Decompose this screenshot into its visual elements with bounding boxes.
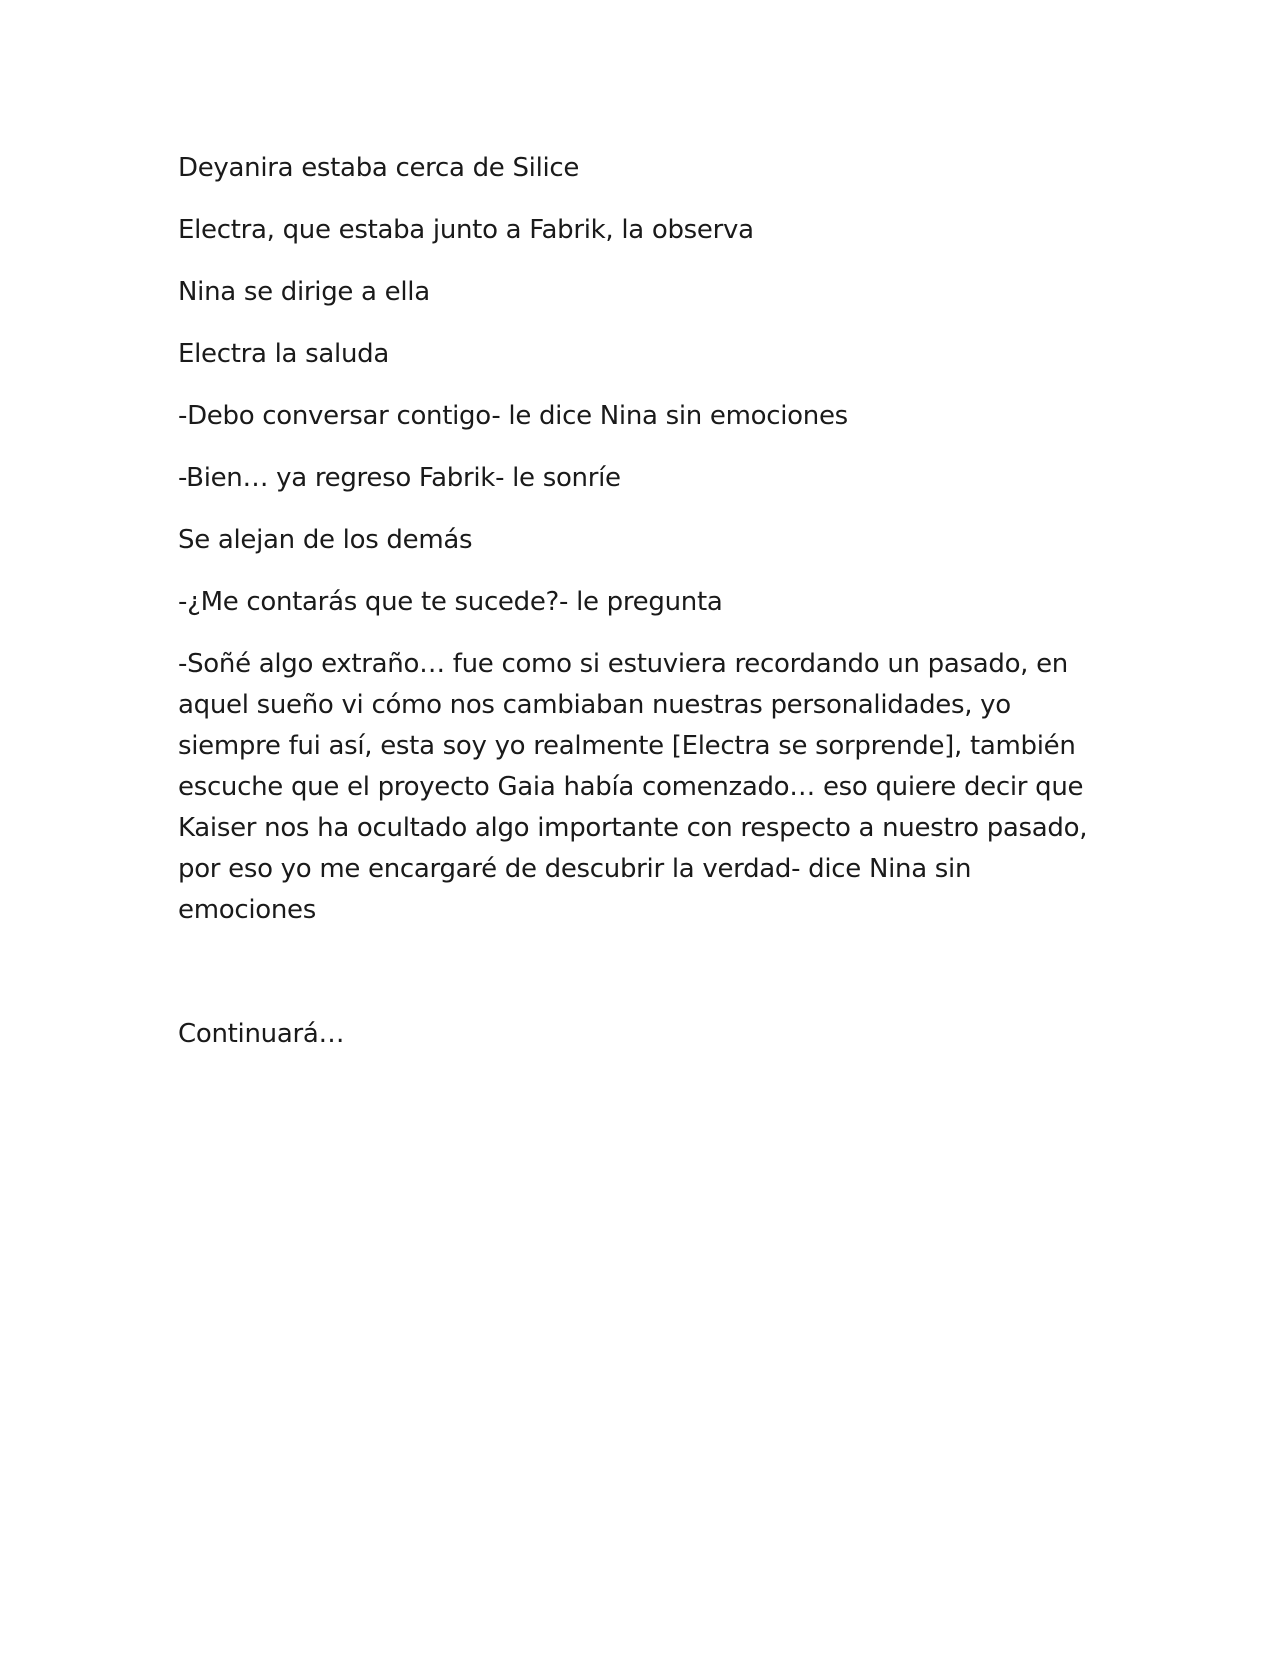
paragraph: Nina se dirige a ella [178, 277, 430, 307]
paragraph: -Debo conversar contigo- le dice Nina sin emociones [178, 401, 848, 431]
paragraph: Se alejan de los demás [178, 525, 473, 555]
paragraph: -Soñé algo extraño… fue como si estuviera recordando un pasado, en aquel sueño vi cómo nos cambiaban nuestras personalidades, yo siempre fui así, esta soy yo realmente [Electra se sorprende], también escuche que el proyecto Gaia había comenzado… eso quiere decir que Kaiser nos ha ocultado algo importante con respecto a nuestro pasado, por eso yo me encargaré de descubrir la verdad- dice Nina sin emociones [178, 649, 1088, 925]
paragraph: Electra la saluda [178, 339, 389, 369]
document-body [178, 148, 1093, 1076]
paragraph: -Bien… ya regreso Fabrik- le sonríe [178, 463, 621, 493]
paragraph: Electra, que estaba junto a Fabrik, la observa [178, 215, 754, 245]
paragraph: -¿Me contarás que te sucede?- le pregunta [178, 587, 723, 617]
ending-line: Continuará… [178, 1019, 345, 1049]
paragraph: Deyanira estaba cerca de Silice [178, 153, 580, 183]
